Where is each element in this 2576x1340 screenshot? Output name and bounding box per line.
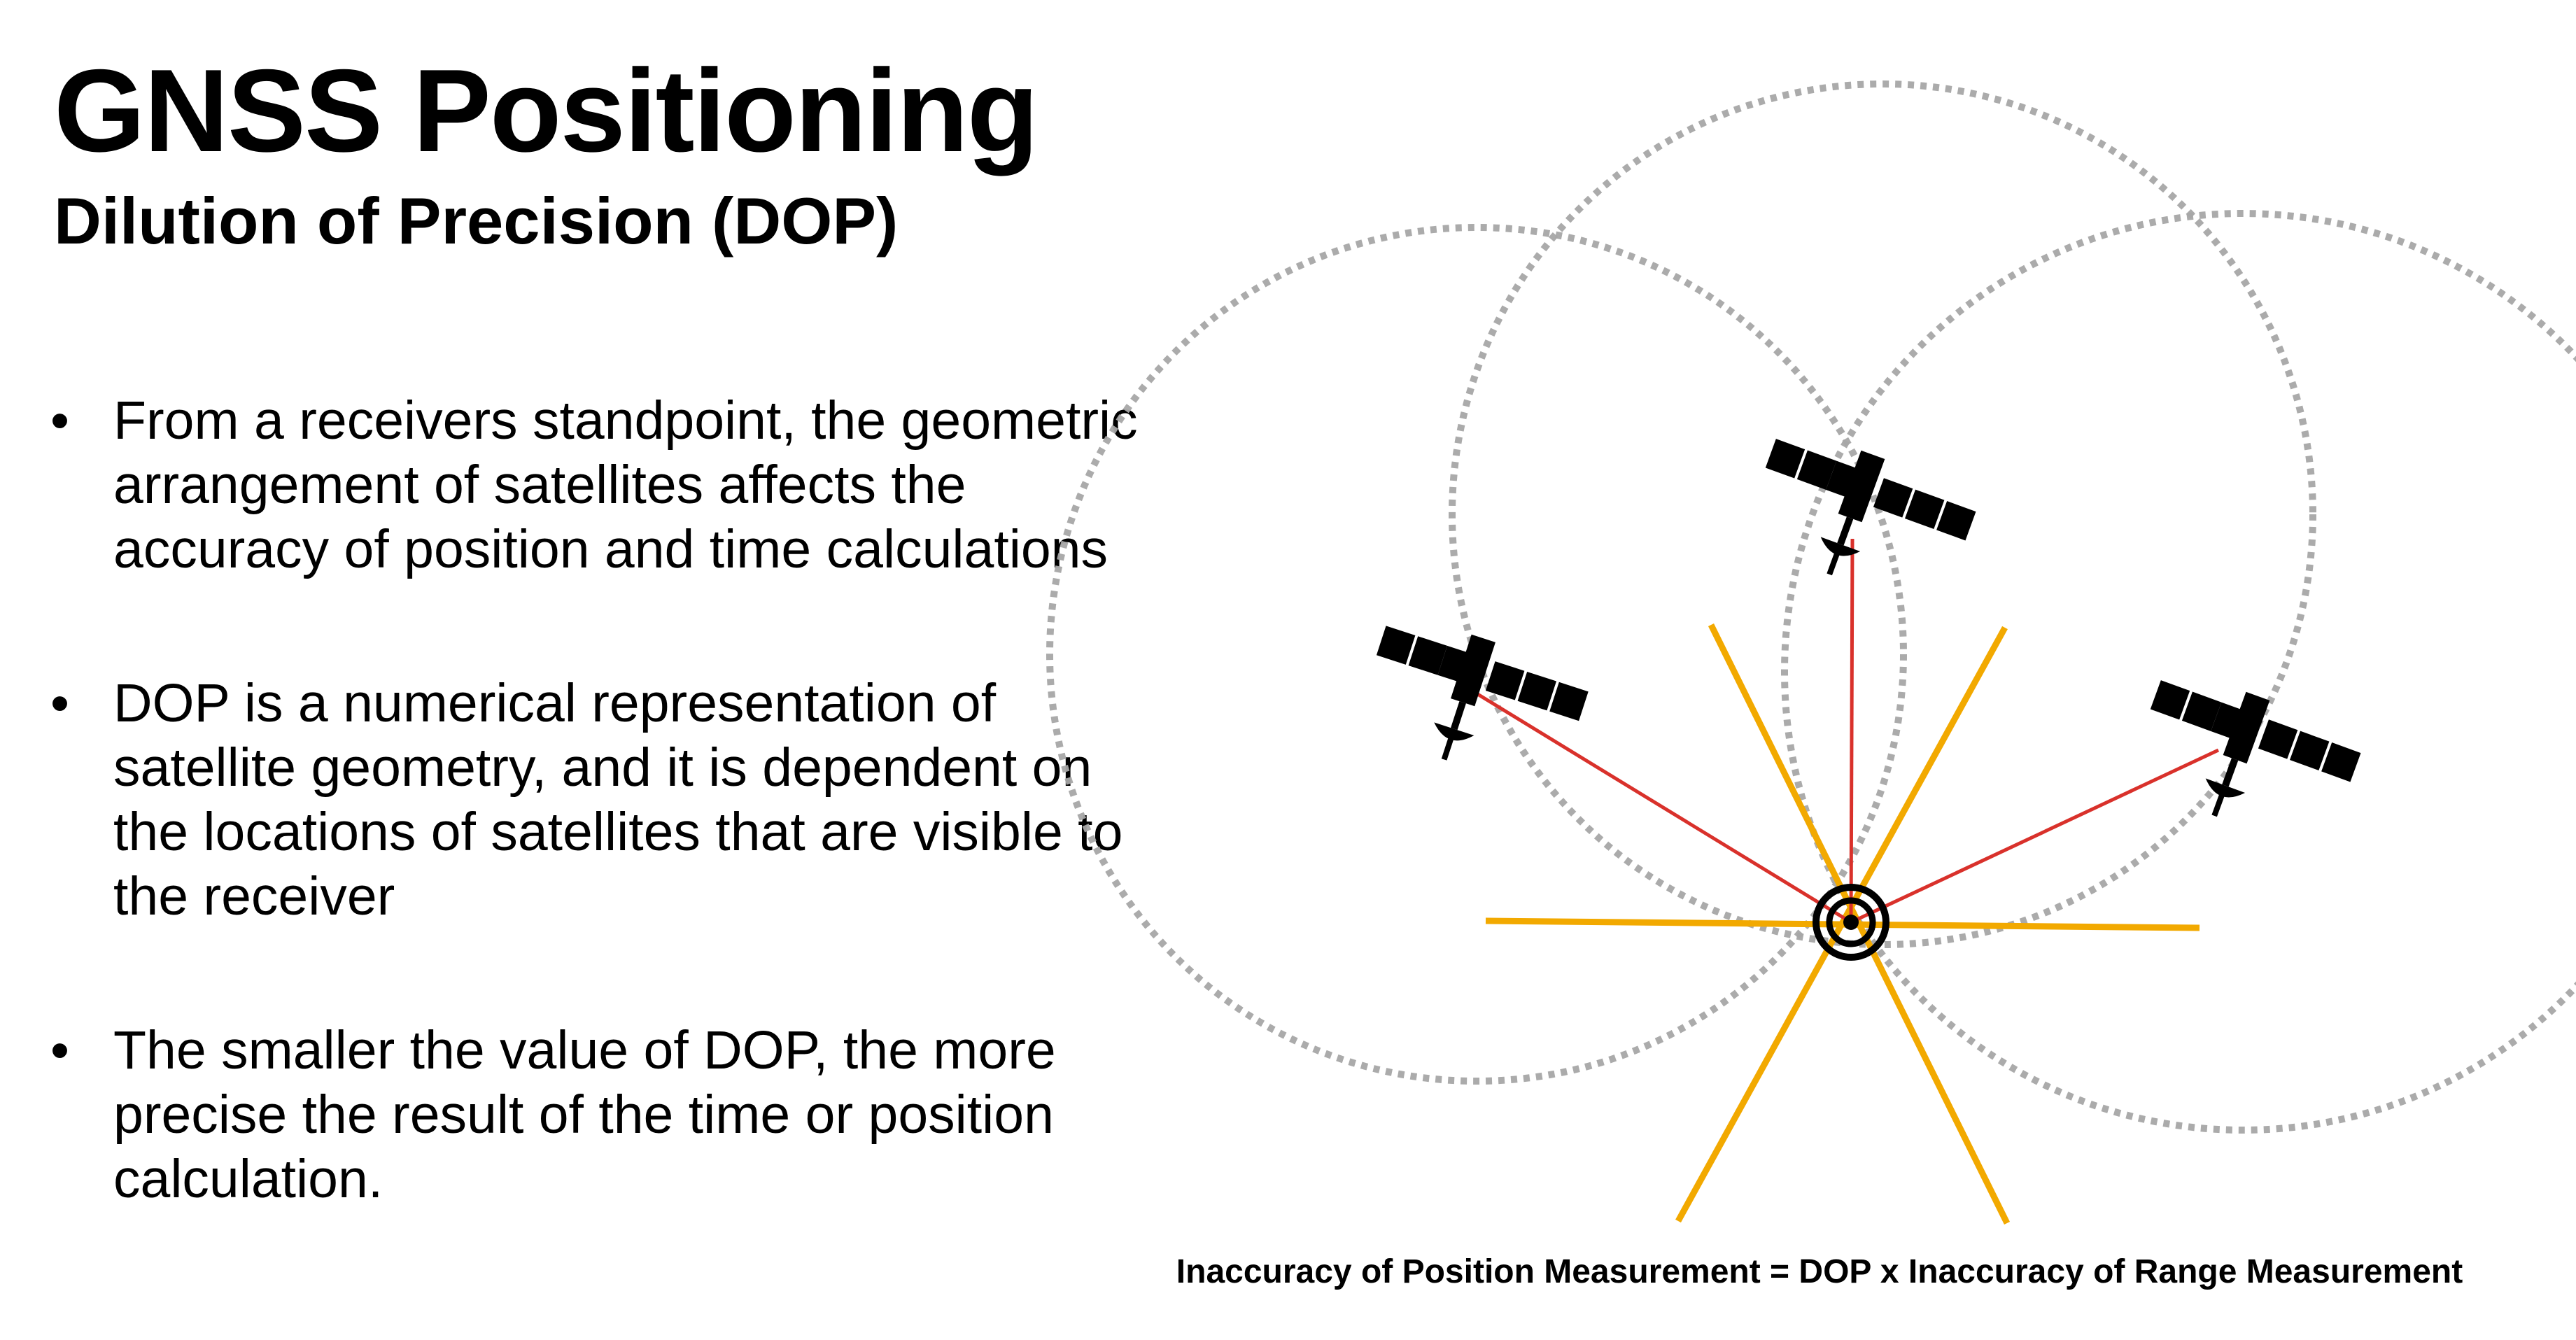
satellite-icon (2123, 663, 2367, 856)
error-lines (1486, 625, 2200, 1223)
satellite-icon (1738, 422, 1982, 614)
receiver-target-icon (1816, 887, 1886, 957)
satellite-icon (1352, 609, 1593, 796)
bullet-item: • The smaller the value of DOP, the more precise the result of the time or position calculation. (50, 1018, 1142, 1211)
range-circle-top (1452, 84, 2313, 945)
dop-formula-caption: Inaccuracy of Position Measurement = DOP x Inaccuracy of Range Measurement (1176, 1253, 2463, 1290)
page-title: GNSS Positioning (54, 45, 1038, 176)
page-subtitle: Dilution of Precision (DOP) (54, 184, 899, 258)
signal-lines (1470, 539, 2218, 922)
bullet-item: • From a receivers standpoint, the geometric arrangement of satellites affects the accuracy of position and time calculations (50, 388, 1142, 581)
bullet-item: • DOP is a numerical representation of satellite geometry, and it is dependent on the locations of satellites that are visible to the receiver (50, 671, 1142, 929)
